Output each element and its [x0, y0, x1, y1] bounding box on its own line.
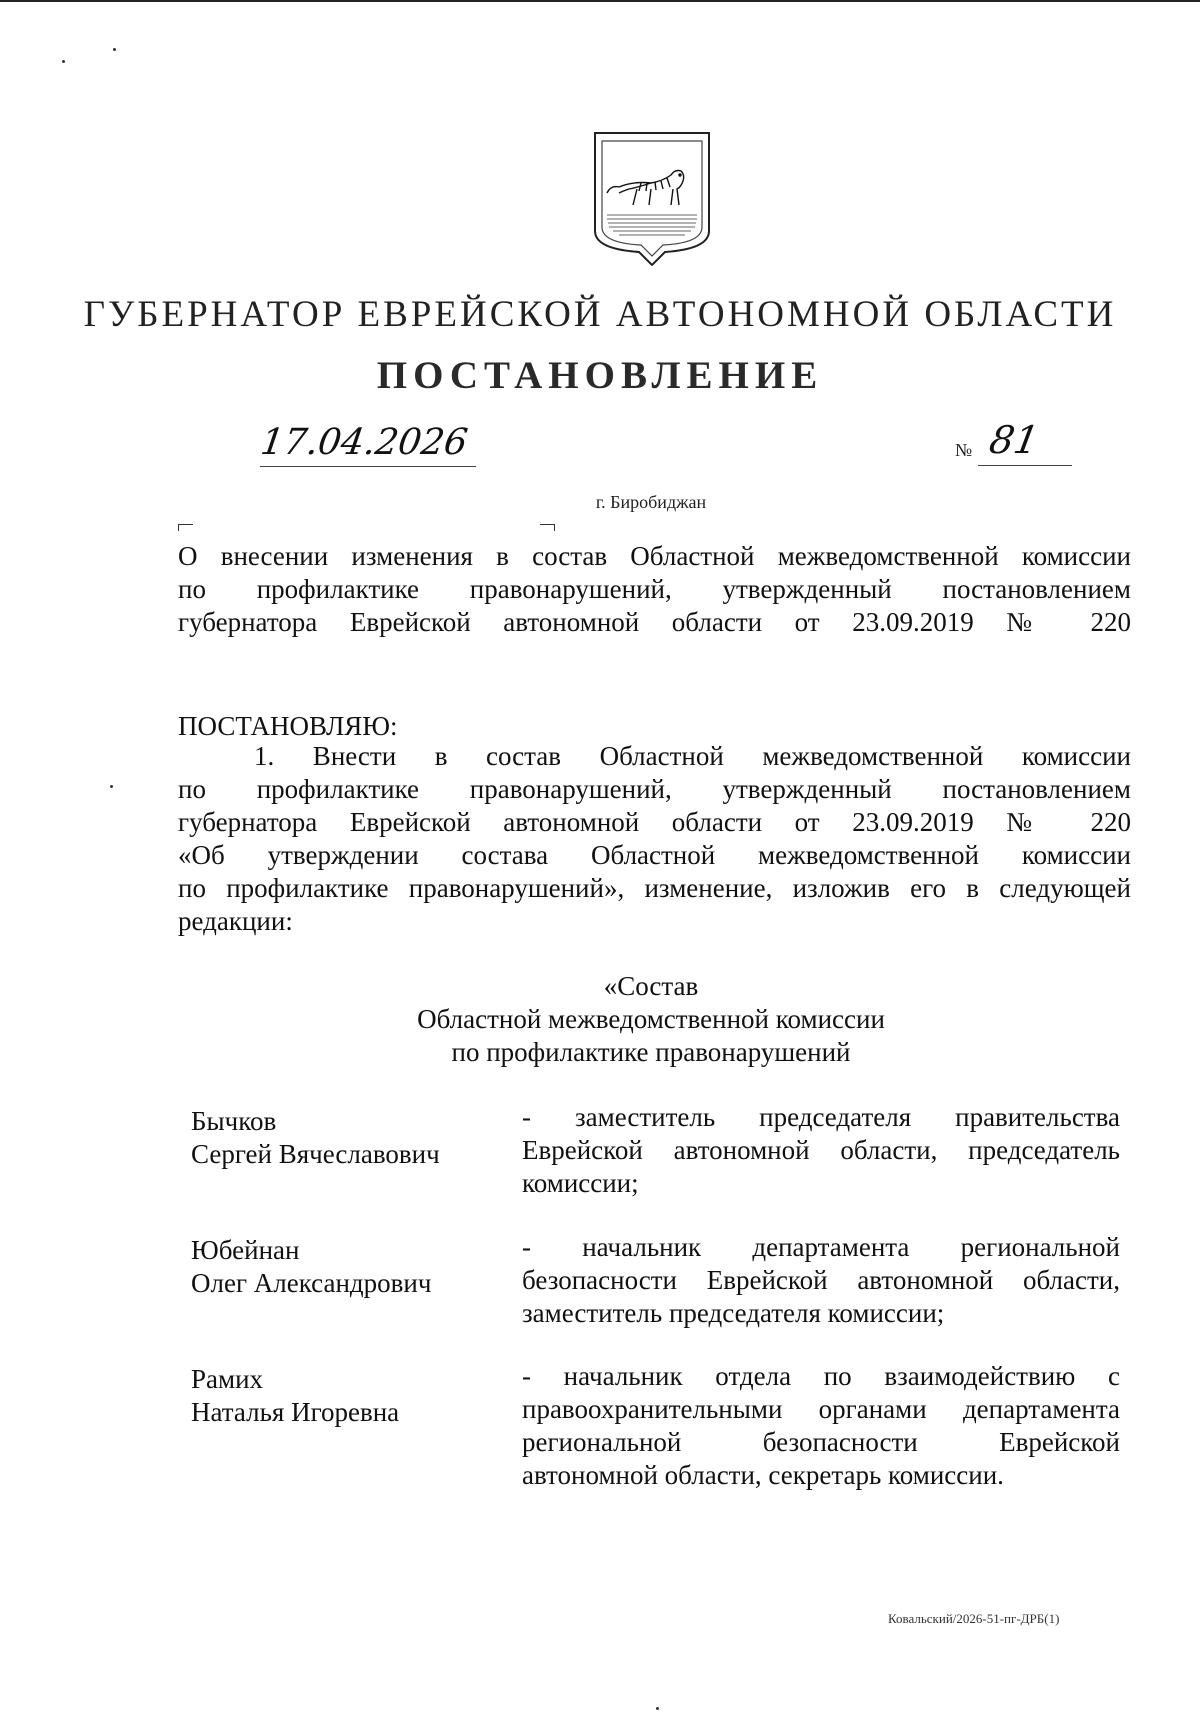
- date-underline: [260, 466, 476, 467]
- handwritten-number: 81: [986, 418, 1043, 462]
- member-name: [191, 1105, 491, 1171]
- scan-speck: [656, 1707, 659, 1710]
- scan-speck: [62, 60, 65, 63]
- body-line: губернатора Еврейской автономной области от 23.09.2019 № 220: [178, 807, 1131, 837]
- member-surname: Юбейнан: [191, 1235, 300, 1265]
- member-role: [522, 1360, 1120, 1492]
- decree-body: [178, 740, 1131, 938]
- city-line: г. Биробиджан: [595, 492, 707, 512]
- decree-title: [178, 540, 1131, 639]
- role-line: комиссии;: [522, 1168, 639, 1198]
- member-name: [191, 1234, 491, 1300]
- member-name: [191, 1363, 491, 1429]
- title-line: губернатора Еврейской автономной области от 23.09.2019 № 220: [178, 607, 1131, 637]
- role-line: автономной области, секретарь комиссии.: [522, 1460, 1004, 1490]
- scan-top-edge: [0, 0, 1200, 2]
- member-role: [522, 1231, 1120, 1330]
- member-surname: Рамих: [191, 1364, 264, 1394]
- body-first-line-wrap: [178, 740, 1131, 773]
- body-line: по профилактике правонарушений, утвержденный постановлением: [178, 774, 1131, 804]
- body-line: «Об утверждении состава Областной межведомственной комиссии: [178, 840, 1131, 870]
- member-given-names: Олег Александрович: [191, 1268, 432, 1298]
- role-line: заместитель председателя комиссии;: [522, 1298, 945, 1328]
- title-line: по профилактике правонарушений, утвержденный постановлением: [178, 574, 1131, 604]
- member-role: [522, 1101, 1120, 1200]
- document-code: Ковальский/2026-51-пг-ДРБ(1): [888, 1611, 1060, 1626]
- composition-heading: [0, 970, 1200, 1069]
- composition-line: Областной межведомственной комиссии: [417, 1004, 885, 1034]
- coat-of-arms-emblem: [593, 131, 711, 266]
- role-line: Еврейской автономной области, председатель: [522, 1135, 1120, 1165]
- scan-speck: [113, 48, 116, 51]
- body-line: редакции:: [178, 906, 293, 936]
- body-line: 1. Внести в состав Областной межведомственной комиссии: [254, 741, 1131, 771]
- decree-word: ПОСТАНОВЛЯЮ:: [178, 711, 398, 741]
- role-line: - начальник отдела по взаимодействию с: [522, 1361, 1120, 1391]
- title-bracket-left: [178, 524, 193, 531]
- scan-speck: [110, 785, 113, 788]
- composition-line: «Состав: [603, 971, 699, 1001]
- document-type-heading: ПОСТАНОВЛЕНИЕ: [376, 354, 824, 397]
- member-given-names: Сергей Вячеславович: [191, 1139, 440, 1169]
- handwritten-date: 17.04.2026: [258, 422, 471, 463]
- role-line: - начальник департамента региональной: [522, 1232, 1120, 1262]
- composition-line: по профилактике правонарушений: [451, 1037, 851, 1067]
- member-given-names: Наталья Игоревна: [191, 1397, 400, 1427]
- role-line: безопасности Еврейской автономной области,: [522, 1265, 1120, 1295]
- role-line: - заместитель председателя правительства: [522, 1102, 1120, 1132]
- role-line: правоохранительными органами департамента: [522, 1394, 1120, 1424]
- number-underline: [978, 465, 1072, 466]
- member-surname: Бычков: [191, 1106, 277, 1136]
- role-line: региональной безопасности Еврейской: [522, 1427, 1120, 1457]
- title-line: О внесении изменения в состав Областной межведомственной комиссии: [178, 541, 1131, 571]
- title-bracket-right: [540, 524, 555, 531]
- body-line: по профилактике правонарушений», изменение, изложив его в следующей: [178, 873, 1131, 903]
- authority-heading: ГУБЕРНАТОР ЕВРЕЙСКОЙ АВТОНОМНОЙ ОБЛАСТИ: [83, 294, 1117, 335]
- number-sign: №: [955, 440, 973, 460]
